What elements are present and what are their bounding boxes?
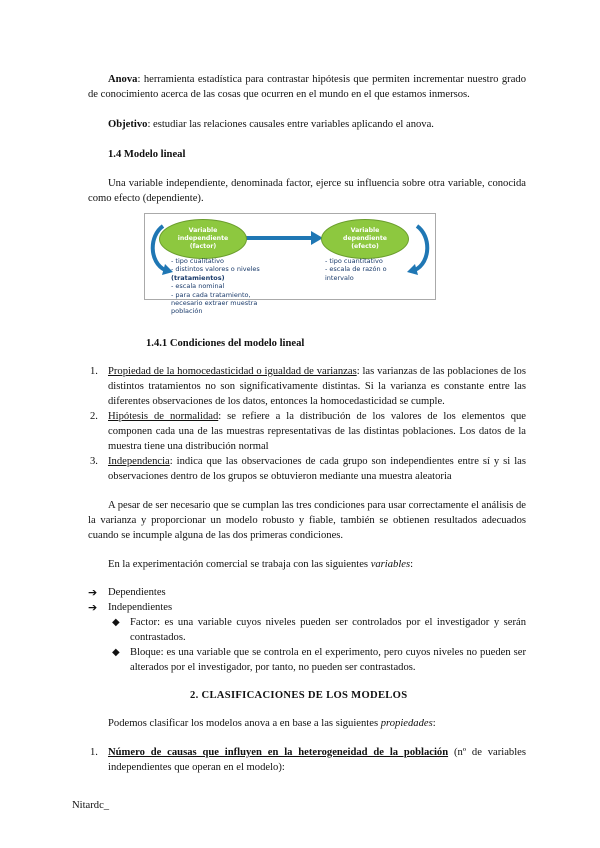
right-curved-arrow-icon: [415, 226, 427, 270]
sub-item-factor: ◆ Factor: es una variable cuyos niveles pueden ser controlados por el investigador y serán contrastados.: [112, 617, 526, 643]
section-heading-2: 2. CLASIFICACIONES DE LOS MODELOS: [190, 690, 408, 701]
condition-item: 1. Propiedad de la homocedasticidad o igualdad de varianzas: las varianzas de las poblaciones de los distintos tratamientos no son significativamente distintas. Si la varianza es constante entre las diferentes observaciones de los datos, entonces la homocedasticidad se cumple.: [90, 366, 526, 407]
list-item-dependientes: ➔ Dependientes: [88, 586, 166, 599]
condition-item: 3. Independencia: indica que las observaciones de cada grupo son independientes entre sí y si las observaciones dentro de los grupos se obtuvieron mediante una muestra aleatoria: [90, 456, 526, 482]
anova-text: : herramienta estadística para contrastar hipótesis que permiten incrementar nuestro grado de conocimiento acerca de las cosas que ocurren en el mundo en el que estamos inmersos.: [88, 74, 526, 100]
dependent-variable-ellipse: Variable dependiente (efecto): [321, 219, 409, 259]
condition-item: 2. Hipótesis de normalidad: se refiere a la distribución de los valores de los elementos que componen cada una de las muestras representativas de las distintas poblaciones. Los datos de la muestra tiene una distribución normal: [90, 411, 526, 452]
arrow-bullet-icon: ➔: [88, 586, 98, 599]
objective-paragraph: [88, 117, 526, 132]
experiment-paragraph: En la experimentación comercial se trabaja con las siguientes variables:: [108, 559, 414, 570]
conditions-list: [88, 364, 526, 484]
properties-list: [88, 745, 526, 775]
property-item: 1. Número de causas que influyen en la heterogeneidad de la población (nº de variables independientes que operan en el modelo):: [90, 747, 527, 773]
diamond-bullet-icon: ◆: [112, 647, 120, 658]
anova-term: Anova: [108, 74, 138, 85]
variables-list: [88, 585, 526, 675]
arrow-bullet-icon: ➔: [88, 601, 98, 614]
section-heading-1-4-1: 1.4.1 Condiciones del modelo lineal: [146, 338, 305, 349]
independent-variable-ellipse: Variable independiente (factor): [159, 219, 247, 259]
section-heading-1-4: 1.4 Modelo lineal: [108, 149, 186, 160]
linear-model-diagram: [144, 213, 436, 316]
right-arrowhead-icon: [407, 264, 418, 275]
sub-item-bloque: ◆ Bloque: es una variable que se controla en el experimento, pero cuyos niveles no pueden ser alterados por el investigador, por tanto, no pueden ser contrastados.: [112, 647, 526, 673]
objective-term: Objetivo: [108, 119, 148, 130]
dependent-notes: - tipo cuantitativo - escala de razón o intervalo: [325, 257, 387, 282]
list-item-independientes: ➔ Independientes: [88, 601, 173, 614]
classify-paragraph: Podemos clasificar los modelos anova a en base a las siguientes propiedades:: [108, 718, 436, 729]
linear-model-paragraph: Una variable independiente, denominada factor, ejerce su influencia sobre otra variable, conocida como efecto (dependiente).: [88, 178, 526, 204]
diamond-bullet-icon: ◆: [112, 617, 120, 628]
independent-notes: - tipo cualitativo - distintos valores o niveles (tratamientos) - escala nominal - para cada tratamiento, necesario extraer muestra población: [171, 257, 260, 316]
objective-text: : estudiar las relaciones causales entre variables aplicando el anova.: [147, 119, 434, 130]
footer-author: Nitardc_: [72, 800, 110, 811]
anova-paragraph: [88, 72, 526, 102]
conditions-paragraph: A pesar de ser necesario que se cumplan las tres condiciones para usar correctamente el análisis de la varianza y proporcionar un modelo robusto y fiable, también se obtienen resultados adecuados cuando se incumple alguna de las dos primeras condiciones.: [88, 500, 526, 541]
